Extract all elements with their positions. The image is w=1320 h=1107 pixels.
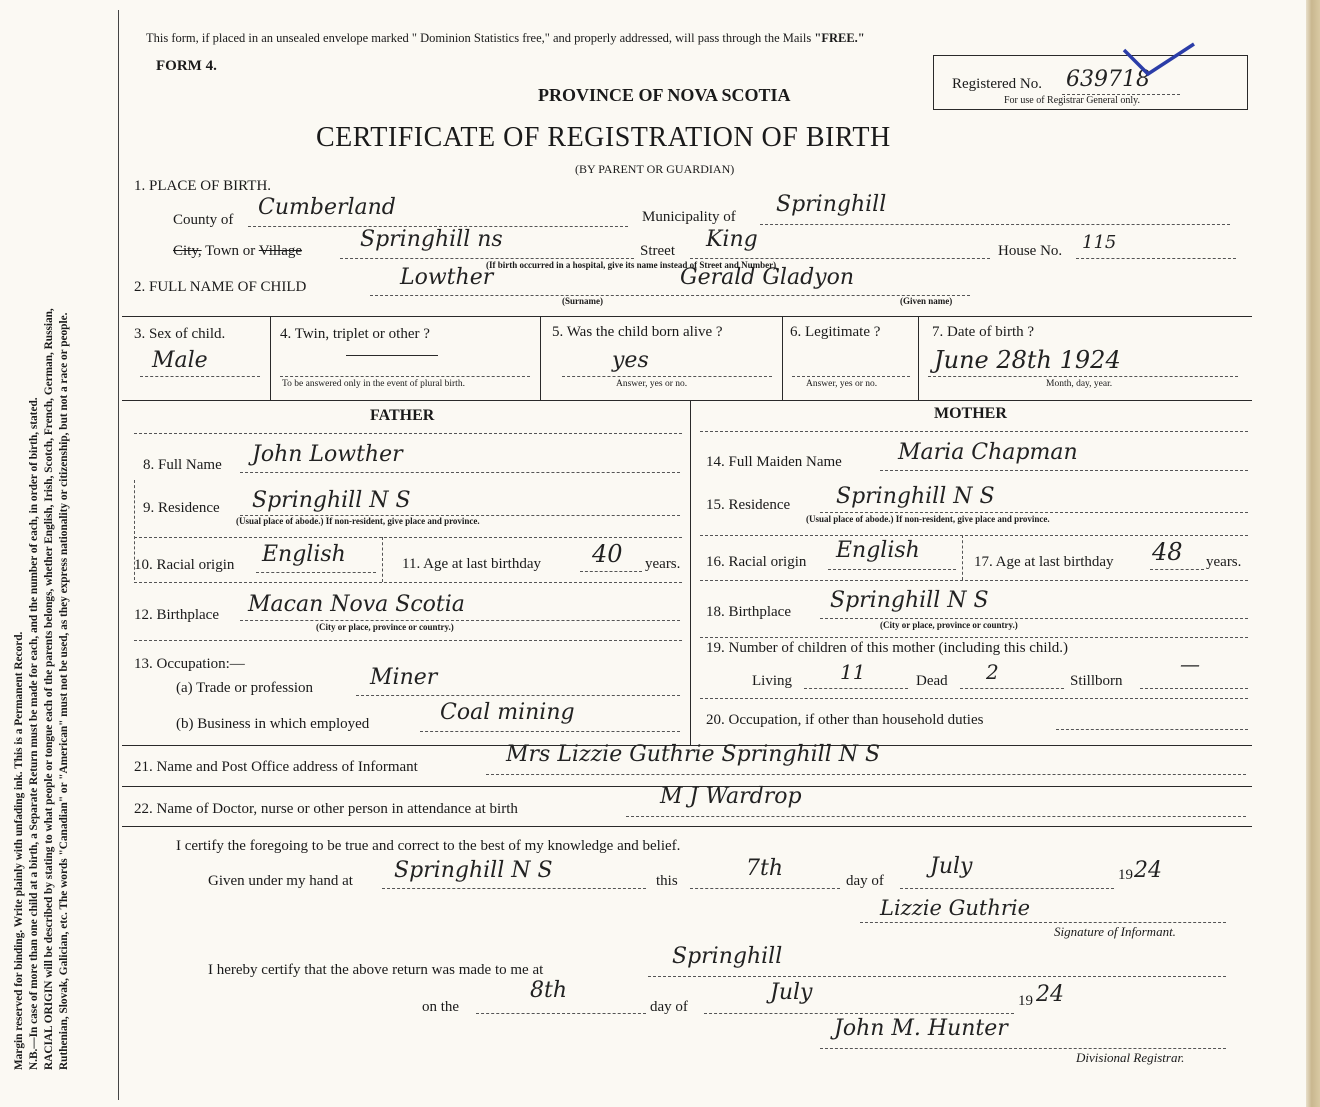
binding-strip bbox=[1306, 0, 1320, 1107]
stillborn-value: — bbox=[1180, 652, 1200, 676]
living-value: 11 bbox=[840, 660, 866, 684]
municipality-value: Springhill bbox=[776, 192, 887, 217]
registrar-signature: John M. Hunter bbox=[834, 1016, 1008, 1041]
sex-value: Male bbox=[152, 348, 208, 373]
child-heading: 2. FULL NAME OF CHILD bbox=[134, 279, 307, 295]
informant-signature: Lizzie Guthrie bbox=[880, 896, 1031, 920]
mother-birthplace-value: Springhill N S bbox=[830, 588, 989, 613]
registrar-place-value: Springhill bbox=[672, 944, 783, 969]
father-birthplace-value: Macan Nova Scotia bbox=[248, 592, 465, 617]
mother-name-value: Maria Chapman bbox=[898, 440, 1078, 465]
margin-line-2: N.B.—In case of more than one child at a birth, a Separate Return must be made for each, and the number of each, in order of birth, stated. bbox=[28, 397, 40, 1070]
house-value: 115 bbox=[1082, 232, 1117, 253]
doctor-value: M J Wardrop bbox=[660, 784, 802, 809]
father-business-value: Coal mining bbox=[440, 700, 575, 725]
registrar-day-value: 8th bbox=[530, 978, 568, 1003]
form-number: FORM 4. bbox=[156, 58, 217, 74]
city-town-village-label: City, Town or Village bbox=[173, 243, 303, 259]
street-value: King bbox=[706, 227, 758, 252]
county-value: Cumberland bbox=[258, 195, 396, 220]
mother-heading: MOTHER bbox=[934, 405, 1007, 422]
father-heading: FATHER bbox=[370, 407, 435, 424]
father-residence-value: Springhill N S bbox=[252, 488, 411, 513]
registrar-statement: I hereby certify that the above return was made to me at bbox=[208, 962, 544, 978]
dead-value: 2 bbox=[986, 660, 999, 684]
father-trade-value: Miner bbox=[370, 665, 438, 690]
margin-rule bbox=[118, 10, 119, 1100]
given-month-value: July bbox=[930, 854, 973, 879]
margin-notes bbox=[12, 0, 72, 1070]
given-name-value: Gerald Gladyon bbox=[680, 265, 854, 290]
mail-notice: This form, if placed in an unsealed envelope marked " Dominion Statistics free," and properly addressed, will pass through the Mails "FREE." bbox=[146, 31, 865, 45]
given-year-value: 24 bbox=[1134, 858, 1162, 883]
mother-residence-value: Springhill N S bbox=[836, 484, 995, 509]
certify-statement: I certify the foregoing to be true and correct to the best of my knowledge and belief. bbox=[176, 838, 681, 854]
registered-number: 639718 bbox=[1066, 67, 1150, 92]
alive-value: yes bbox=[612, 348, 649, 373]
given-place-value: Springhill N S bbox=[394, 858, 553, 883]
registrar-year-value: 24 bbox=[1036, 982, 1064, 1007]
father-age-value: 40 bbox=[592, 540, 623, 568]
checkmark-icon bbox=[1120, 40, 1200, 80]
father-name-value: John Lowther bbox=[252, 442, 403, 467]
margin-line-4: Ruthenian, Slovak, Galician, etc. The words "Canadian" or "American" must not be used, as they express nationality or citizenship, but not a race or people. bbox=[58, 312, 70, 1070]
margin-line-3: RACIAL ORIGIN will be described by stating to what people or tongue each of the parents belongs, whether English, Irish, Scotch, French, German, Russian, bbox=[43, 308, 55, 1070]
place-heading: 1. PLACE OF BIRTH. bbox=[134, 178, 272, 194]
town-value: Springhill ns bbox=[360, 227, 503, 252]
given-day-value: 7th bbox=[746, 856, 784, 881]
page-subtitle: (BY PARENT OR GUARDIAN) bbox=[575, 162, 735, 176]
mother-racial-value: English bbox=[836, 538, 920, 563]
registrar-month-value: July bbox=[770, 980, 813, 1005]
margin-line-1: Margin reserved for binding. Write plainly with unfading ink. This is a Permanent Record. bbox=[13, 631, 25, 1070]
father-racial-value: English bbox=[262, 542, 346, 567]
registered-box: Registered No. 639718 For use of Registrar General only. bbox=[933, 55, 1248, 110]
page-title: CERTIFICATE OF REGISTRATION OF BIRTH bbox=[316, 122, 891, 153]
mother-age-value: 48 bbox=[1152, 538, 1183, 566]
surname-value: Lowther bbox=[400, 265, 494, 290]
informant-value: Mrs Lizzie Guthrie Springhill N S bbox=[506, 742, 881, 767]
province-heading: PROVINCE OF NOVA SCOTIA bbox=[538, 85, 791, 105]
dob-value: June 28th 1924 bbox=[934, 346, 1121, 374]
